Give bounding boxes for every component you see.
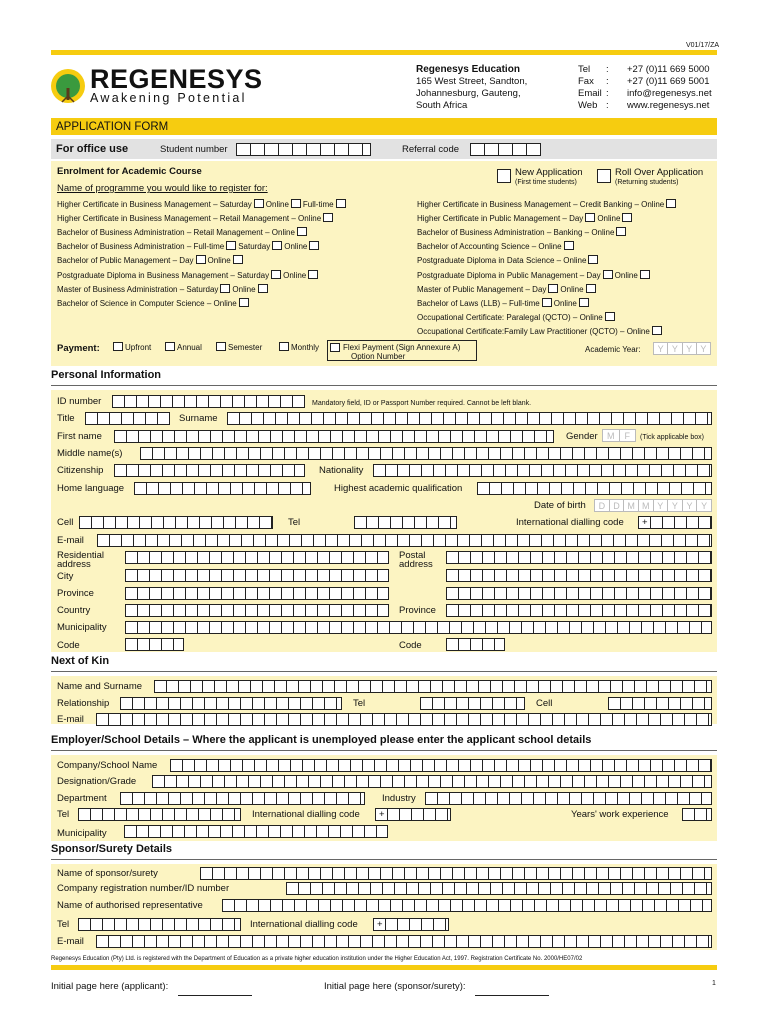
programme-option-checkbox[interactable] [233,255,243,264]
gender-label: Gender [566,431,598,442]
office-use-bar [51,139,717,159]
programme-option-label: Online [614,270,638,280]
programme-checkbox[interactable] [616,227,626,236]
kin-cell-label: Cell [536,698,553,709]
department-label: Department [57,793,107,804]
email-input[interactable] [97,534,712,547]
form-title-bar [51,118,717,135]
employer-section-title: Employer/School Details – Where the applicant is unemployed please enter the applicant school details [51,734,592,746]
logo-tagline: Awakening Potential [90,91,247,105]
cell-label: Cell [57,517,74,528]
programme-name: Bachelor of Business Administration – Retail Management – Online [57,228,295,238]
sponsor-intl-input[interactable] [373,918,449,931]
programme-checkbox[interactable] [585,213,595,222]
flexi-payment-label: Flexi Payment (Sign Annexure A) [343,343,461,352]
placeholder-cell: F [624,431,630,441]
plus-sign: + [377,919,383,930]
kin-name-label: Name and Surname [57,681,143,692]
programme-name: Bachelor of Science in Computer Science – Online [57,298,237,308]
title-input[interactable] [85,412,170,425]
placeholder-cell: M [624,500,639,511]
highest-qualification-input[interactable] [477,482,712,495]
sponsor-tel-label: Tel [57,919,70,930]
programme-option-label: Online [553,298,577,308]
rollover-application-checkbox[interactable] [597,169,611,183]
company-reg-label: Company registration number/ID number [57,883,230,894]
programme-row [417,284,598,295]
kin-name-input[interactable] [154,680,712,693]
office-use-title: For office use [56,143,129,155]
kin-cell-input[interactable] [608,697,712,710]
programme-checkbox[interactable] [666,199,676,208]
work-experience-input[interactable] [682,808,712,821]
address-line1: 165 West Street, Sandton, [416,76,528,87]
placeholder-cell: Y [701,501,708,511]
placeholder-cell: Y [683,500,698,511]
programme-checkbox[interactable] [254,199,264,208]
designation-label: Designation/Grade [57,776,137,787]
programme-row [417,241,576,252]
initial-applicant-line[interactable] [178,995,252,996]
programme-checkbox[interactable] [196,255,206,264]
title-label: Title [57,413,75,424]
programme-row [417,312,617,323]
programme-option-checkbox[interactable] [579,298,589,307]
fax-label: Fax [578,76,594,87]
kin-relationship-label: Relationship [57,698,110,709]
registration-note: Regenesys Education (Pty) Ltd. is registered with the Department of Education as a private higher education institution under the Higher Education Act, 1997. Registration Certificate No. 2000/HE07/02 [51,956,583,962]
programme-name: Occupational Certificate:Family Law Practitioner (QCTO) – Online [417,326,650,336]
municipality-label: Municipality [57,622,107,633]
programme-option-checkbox[interactable] [291,199,301,208]
programme-name: Postgraduate Diploma in Public Management – Day [417,270,601,280]
referral-code-label: Referral code [402,144,460,155]
surname-label: Surname [179,413,218,424]
plus-sign: + [642,517,648,528]
payment-checkbox[interactable] [279,342,289,351]
programme-option-checkbox[interactable] [272,241,282,250]
programme-checkbox[interactable] [239,298,249,307]
postal-province-label: Province [399,605,436,616]
programme-checkbox[interactable] [605,312,615,321]
flexi-payment-checkbox[interactable] [330,343,340,352]
postal-code-label: Code [399,640,422,651]
placeholder-cell: D [595,500,610,511]
placeholder-cell: Y [683,343,697,354]
student-number-label: Student number [160,144,228,155]
programme-option-checkbox[interactable] [336,199,346,208]
middle-name-input[interactable] [140,447,712,460]
sponsor-tel-input[interactable] [78,918,241,931]
payment-option-label: Semester [228,343,263,352]
version-code: V01/17/ZA [686,42,720,49]
company-name-input[interactable] [170,759,712,772]
programme-name: Higher Certificate in Business Management – Retail Management – Online [57,214,322,224]
programme-name: Master of Business Administration – Saturday [57,284,219,294]
citizenship-label: Citizenship [57,465,104,476]
placeholder-cell: Y [654,500,669,511]
payment-option-label: Upfront [125,343,152,352]
programme-option-checkbox[interactable] [258,284,268,293]
id-number-label: ID number [57,396,102,407]
placeholder-cell: Y [700,344,707,354]
auth-rep-label: Name of authorised representative [57,900,203,911]
kin-email-label: E-mail [57,714,84,725]
company-name-label: Company/School Name [57,760,158,771]
programme-name: Postgraduate Diploma in Business Management – Saturday [57,270,270,280]
flexi-payment-box [327,340,477,361]
programme-checkbox[interactable] [226,241,236,250]
fax-value: +27 (0)11 669 5001 [627,76,710,87]
first-name-label: First name [57,431,102,442]
programme-option-label: Online [283,270,307,280]
option-number-label: Option Number [351,352,406,361]
residential-address-line2[interactable] [125,569,389,582]
nationality-label: Nationality [319,465,364,476]
rollover-application-sub: (Returning students) [615,179,679,186]
programme-row [417,199,678,210]
initial-sponsor-line[interactable] [475,995,549,996]
home-language-input[interactable] [134,482,311,495]
form-title: APPLICATION FORM [56,121,169,133]
nationality-input[interactable] [373,464,712,477]
payment-option [163,342,202,353]
postal-address-line2[interactable] [446,569,712,582]
id-number-input[interactable] [112,395,305,408]
programme-option-label: Saturday [238,242,271,252]
residential-code-input[interactable] [125,638,184,651]
personal-section-title: Personal Information [51,369,162,381]
programme-row [57,255,245,266]
programme-row [57,227,309,238]
programme-option-checkbox[interactable] [586,284,596,293]
placeholder-cell: M [639,500,654,511]
placeholder-cell: D [610,500,625,511]
top-yellow-bar [51,50,717,55]
programme-option-checkbox[interactable] [309,241,319,250]
student-number-input[interactable] [236,143,371,156]
citizenship-input[interactable] [114,464,305,477]
company-name: Regenesys Education [416,64,520,75]
industry-input[interactable] [425,792,712,805]
programme-option-label: Online [232,284,256,294]
payment-option [277,342,319,353]
programme-option-label: Online [560,284,584,294]
gender-note: (Tick applicable box) [640,434,704,441]
programme-option-label: Online [284,242,308,252]
payment-checkbox[interactable] [165,342,175,351]
programme-row [57,270,320,281]
designation-input[interactable] [152,775,712,788]
programme-checkbox[interactable] [588,255,598,264]
email-label: Email [578,88,602,99]
programme-row [57,284,270,295]
programme-name: Higher Certificate in Public Management – Day [417,214,584,224]
placeholder-cell: Y [654,343,668,354]
enrolment-title: Enrolment for Academic Course [57,166,202,177]
page-number: 1 [712,980,716,987]
kin-tel-input[interactable] [420,697,525,710]
placeholder-cell: Y [668,343,682,354]
tel-label: Tel [288,517,301,528]
kin-tel-label: Tel [353,698,366,709]
payment-checkbox[interactable] [216,342,226,351]
programme-name: Occupational Certificate: Paralegal (QCTO) – Online [417,312,603,322]
programme-row [417,227,628,238]
enrolment-subtitle: Name of programme you would like to register for: [57,183,268,194]
programme-checkbox[interactable] [548,284,558,293]
programme-checkbox[interactable] [323,213,333,222]
programme-option-checkbox[interactable] [640,270,650,279]
payment-option-label: Annual [177,343,202,352]
sponsor-section-title: Sponsor/Surety Details [51,843,173,855]
kin-section-title: Next of Kin [51,655,110,667]
intl-dialling-label: International dialling code [516,517,624,528]
payment-label: Payment: [57,343,100,354]
programme-row [57,213,335,224]
country-label: Country [57,605,91,616]
new-application-sub: (First time students) [515,179,577,186]
initial-applicant-label: Initial page here (applicant): [51,981,169,992]
sponsor-intl-label: International dialling code [250,919,358,930]
programme-name: Bachelor of Business Administration – Banking – Online [417,228,615,238]
programme-checkbox[interactable] [564,241,574,250]
country-input[interactable] [125,604,389,617]
payment-option [214,342,262,353]
academic-year-label: Academic Year: [585,345,641,354]
middle-name-label: Middle name(s) [57,448,123,459]
programme-checkbox[interactable] [220,284,230,293]
programme-name: Bachelor of Accounting Science – Online [417,242,562,252]
programme-option-label: Full-time [302,200,334,209]
rollover-application-label: Roll Over Application [615,167,704,178]
employer-intl-input[interactable] [375,808,451,821]
gender-input[interactable] [602,429,636,442]
dob-label: Date of birth [534,500,586,511]
tel-label: Tel [578,64,591,75]
programme-checkbox[interactable] [603,270,613,279]
first-name-input[interactable] [114,430,554,443]
employer-tel-input[interactable] [78,808,241,821]
dob-input[interactable] [594,499,712,512]
payment-option-label: Monthly [291,343,320,352]
payment-option [111,342,151,353]
payment-checkbox[interactable] [113,342,123,351]
company-reg-input[interactable] [286,882,712,895]
email-value: info@regenesys.net [627,88,712,99]
kin-email-input[interactable] [96,713,712,726]
programme-option-label: Online [207,256,231,266]
auth-rep-input[interactable] [222,899,712,912]
id-number-note: Mandatory field, ID or Passport Number required. Cannot be left blank. [312,400,532,407]
highest-qualification-label: Highest academic qualification [334,483,463,494]
sponsor-name-label: Name of sponsor/surety [57,868,158,879]
employer-municipality-label: Municipality [57,828,107,839]
residential-address-line1[interactable] [125,551,389,564]
home-language-label: Home language [57,483,125,494]
residential-address-label: Residential address [57,550,104,570]
programme-name: Higher Certificate in Business Management – Credit Banking – Online [417,200,665,209]
address-line3: South Africa [416,100,468,111]
programme-checkbox[interactable] [652,326,662,335]
programme-name: Master of Public Management – Day [417,284,547,294]
kin-relationship-input[interactable] [120,697,342,710]
placeholder-cell: Y [668,500,683,511]
programme-name: Higher Certificate in Business Management – Saturday [57,200,252,209]
intl-dialling-input[interactable] [638,516,712,529]
plus-sign: + [379,809,385,820]
logo [50,64,290,110]
web-value: www.regenesys.net [627,100,710,111]
web-label: Web [578,100,598,111]
programme-checkbox[interactable] [297,227,307,236]
cell-input[interactable] [79,516,273,529]
employer-intl-label: International dialling code [252,809,360,820]
programme-name: Bachelor of Laws (LLB) – Full-time [417,298,540,308]
initial-sponsor-label: Initial page here (sponsor/surety): [324,981,466,992]
sponsor-email-label: E-mail [57,936,84,947]
programme-option-checkbox[interactable] [622,213,632,222]
tel-value: +27 (0)11 669 5000 [627,64,710,75]
programme-row [57,298,251,309]
programme-row [417,298,591,309]
programme-option-label: Online [265,200,289,209]
city-label: City [57,571,74,582]
postal-code-input[interactable] [446,638,505,651]
postal-address-label: Postal address [399,550,433,570]
industry-label: Industry [382,793,416,804]
postal-address-line3[interactable] [446,587,712,600]
logo-name: REGENESYS [90,64,263,94]
referral-code-input[interactable] [470,143,541,156]
sponsor-name-input[interactable] [200,867,712,880]
residential-province-input[interactable] [125,587,389,600]
programme-row [417,326,664,337]
programme-row [57,199,348,210]
postal-province-input[interactable] [446,604,712,617]
province-label: Province [57,588,94,599]
programme-option-label: Online [597,214,621,224]
surname-input[interactable] [227,412,712,425]
new-application-label: New Application [515,167,583,178]
tree-logo-icon [50,66,86,108]
work-experience-label: Years' work experience [571,809,669,820]
bottom-yellow-bar [51,965,717,970]
programme-checkbox[interactable] [542,298,552,307]
programme-checkbox[interactable] [271,270,281,279]
programme-name: Bachelor of Business Administration – Full-time [57,242,225,252]
programme-name: Bachelor of Public Management – Day [57,256,194,266]
placeholder-cell: M [603,430,620,441]
email-label: E-mail [57,535,84,546]
sponsor-email-input[interactable] [96,935,712,948]
tel-input[interactable] [354,516,457,529]
programme-row [57,241,321,252]
municipality-input[interactable] [125,621,712,634]
programme-row [417,213,634,224]
new-application-checkbox[interactable] [497,169,511,183]
code-label: Code [57,640,80,651]
postal-address-line1[interactable] [446,551,712,564]
programme-row [417,270,652,281]
programme-option-checkbox[interactable] [308,270,318,279]
programme-name: Postgraduate Diploma in Data Science – Online [417,256,587,266]
address-line2: Johannesburg, Gauteng, [416,88,521,99]
employer-municipality-input[interactable] [124,825,388,838]
programme-row [417,255,600,266]
employer-tel-label: Tel [57,809,70,820]
department-input[interactable] [120,792,365,805]
academic-year-input[interactable] [653,342,711,355]
